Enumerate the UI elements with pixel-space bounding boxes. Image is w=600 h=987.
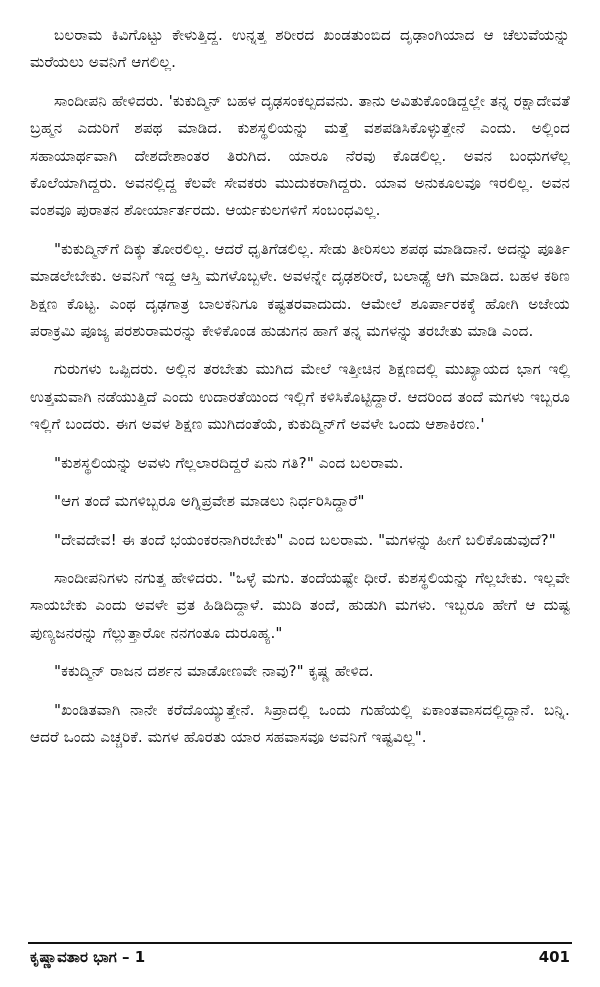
paragraph-7: "ದೇವದೇವ! ಈ ತಂದೆ ಭಯಂಕರನಾಗಿರಬೇಕು" ಎಂದ ಬಲರಾಮ. "ಮಗಳನ್ನು ಹೀಗೆ ಬಲಿಕೊಡುವುದೆ?"	[54, 530, 556, 549]
paragraph-9: "ಕಕುದ್ಮಿನ್ ರಾಜನ ದರ್ಶನ ಮಾಡೋಣವೇ ನಾವು?" ಕೃಷ್ಣ ಹೇಳಿದ.	[54, 662, 374, 681]
footer-divider	[28, 942, 572, 944]
paragraph-10: "ಖಂಡಿತವಾಗಿ ನಾನೇ ಕರೆದೊಯ್ಯುತ್ತೇನೆ. ಸಿಪ್ರಾದಲ್ಲಿ ಒಂದು ಗುಹೆಯಲ್ಲಿ ಏಕಾಂತವಾಸದಲ್ಲಿದ್ದಾನೆ. ಬನ್ನಿ. ಆದರೆ ಒಂದು ಎಚ್ಚರಿಕೆ. ಮಗಳ ಹೊರತು ಯಾರ ಸಹವಾಸವೂ ಅವನಿಗೆ ಇಷ್ಟವಿಲ್ಲ".	[30, 700, 570, 746]
paragraph-4: ಗುರುಗಳು ಒಪ್ಪಿದರು. ಅಲ್ಲಿನ ತರಬೇತು ಮುಗಿದ ಮೇಲೆ ಇತ್ತೀಚಿನ ಶಿಕ್ಷಣದಲ್ಲಿ ಮುಖ್ಯಾಯದ ಭಾಗ ಇಲ್ಲಿ ಉತ್ತಮವಾಗಿ ನಡೆಯುತ್ತಿದೆ ಎಂದು ಉದಾರತೆಯಿಂದ ಇಲ್ಲಿಗೆ ಕಳಿಸಿಕೊಟ್ಟಿದ್ದಾರೆ. ಆದರಿಂದ ತಂದೆ ಮಗಳು ಇಬ್ಬರೂ ಇಲ್ಲಿಗೆ ಬಂದರು. ಈಗ ಅವಳ ಶಿಕ್ಷಣ ಮುಗಿದಂತೆಯೆ, ಕುಕುದ್ಮಿನ್‌ಗೆ ಅವಳೇ ಒಂದು ಆಶಾಕಿರಣ.'	[30, 360, 570, 434]
paragraph-5: "ಕುಶಸ್ಥಲಿಯನ್ನು ಅವಳು ಗೆಲ್ಲಲಾರದಿದ್ದರೆ ಏನು ಗತಿ?" ಎಂದ ಬಲರಾಮ.	[54, 453, 404, 472]
paragraph-3: "ಕುಕುದ್ಮಿನ್‌ಗೆ ದಿಕ್ಕು ತೋರಲಿಲ್ಲ. ಆದರೆ ಧೃತಿಗೆಡಲಿಲ್ಲ. ಸೇಡು ತೀರಿಸಲು ಶಪಥ ಮಾಡಿದಾನೆ. ಅದನ್ನು ಪೂರ್ತಿ ಮಾಡಲೇಬೇಕು. ಅವನಿಗೆ ಇದ್ದ ಆಸ್ತಿ ಮಗಳೊಬ್ಬಳೇ. ಅವಳನ್ನೇ ದೃಢಶರೀರೆ, ಬಲಾಢ್ಯೆ ಆಗಿ ಮಾಡಿದ. ಬಹಳ ಕಠಿಣ ಶಿಕ್ಷಣ ಕೊಟ್ಟ. ಎಂಥ ದೃಢಗಾತ್ರ ಬಾಲಕನಿಗೂ ಕಷ್ಟತರವಾದುದು. ಆಮೇಲೆ ಶೂರ್ಪಾರಕಕ್ಕೆ ಹೋಗಿ ಅಜೇಯ ಪರಾಕ್ರಮಿ ಪೂಜ್ಯ ಪರಶುರಾಮರನ್ನು ಕೇಳಿಕೊಂಡ ಹುಡುಗನ ಹಾಗೆ ತನ್ನ ಮಗಳನ್ನು ತರಬೇತು ಮಾಡಿ ಎಂದ.	[30, 239, 570, 341]
paragraph-8: ಸಾಂದೀಪನಿಗಳು ನಗುತ್ತ ಹೇಳಿದರು. "ಒಳ್ಳೆ ಮಗು. ತಂದೆಯಷ್ಟೇ ಧೀರೆ. ಕುಶಸ್ಥಲಿಯನ್ನು ಗೆಲ್ಲಬೇಕು. ಇಲ್ಲವೇ ಸಾಯಬೇಕು ಎಂದು ಅವಳೇ ವ್ರತ ಹಿಡಿದಿದ್ದಾಳೆ. ಮುದಿ ತಂದೆ, ಹುಡುಗಿ ಮಗಳು. ಇಬ್ಬರೂ ಹೇಗೆ ಆ ದುಷ್ಟ ಪುಣ್ಯಜನರನ್ನು ಗೆಲ್ಲುತ್ತಾರೋ ನನಗಂತೂ ದುರೂಹ್ಯ."	[30, 568, 570, 642]
page-number: 401	[538, 948, 570, 966]
paragraph-6: "ಆಗ ತಂದೆ ಮಗಳಿಬ್ಬರೂ ಅಗ್ನಿಪ್ರವೇಶ ಮಾಡಲು ನಿರ್ಧರಿಸಿದ್ದಾರೆ"	[54, 492, 365, 511]
paragraph-1: ಬಲರಾಮ ಕಿವಿಗೊಟ್ಟು ಕೇಳುತ್ತಿದ್ದ. ಉನ್ನತ್ತ ಶರೀರದ ಖಂಡತುಂಬಿದ ದೃಢಾಂಗಿಯಾದ ಆ ಚೆಲುವೆಯನ್ನು ಮರೆಯಲು ಅವನಿಗೆ ಆಗಲಿಲ್ಲ.	[30, 26, 570, 72]
paragraph-2: ಸಾಂದೀಪನಿ ಹೇಳಿದರು. 'ಕುಕುದ್ಮಿನ್ ಬಹಳ ದೃಢಸಂಕಲ್ಪದವನು. ತಾನು ಅವಿತುಕೊಂಡಿದ್ದಲ್ಲೇ ತನ್ನ ರಕ್ಷಾದೇವತೆ ಬ್ರಹ್ಮನ ಎದುರಿಗೆ ಶಪಥ ಮಾಡಿದ. ಕುಶಸ್ಥಲಿಯನ್ನು ಮತ್ತೆ ವಶಪಡಿಸಿಕೊಳ್ಳುತ್ತೇನೆ ಎಂದು. ಅಲ್ಲಿಂದ ಸಹಾಯಾರ್ಥವಾಗಿ ದೇಶದೇಶಾಂತರ ತಿರುಗಿದ. ಯಾರೂ ನೆರವು ಕೊಡಲಿಲ್ಲ. ಅವನ ಬಂಧುಗಳೆಲ್ಲ ಕೊಲೆಯಾಗಿದ್ದರು. ಅವನಲ್ಲಿದ್ದ ಕೆಲವೇ ಸೇವಕರು ಮುದುಕರಾಗಿದ್ದರು. ಯಾವ ಅನುಕೂಲವೂ ಇರಲಿಲ್ಲ. ಅವನ ವಂಶವೂ ಪುರಾತನ ಶೋರ್ಯಾರ್ತರದು. ಆರ್ಯಕುಲಗಳಿಗೆ ಸಂಬಂಧವಿಲ್ಲ.	[30, 91, 570, 220]
page-footer	[30, 948, 570, 966]
running-title: ಕೃಷ್ಣಾವತಾರ ಭಾಗ – 1	[30, 948, 146, 966]
